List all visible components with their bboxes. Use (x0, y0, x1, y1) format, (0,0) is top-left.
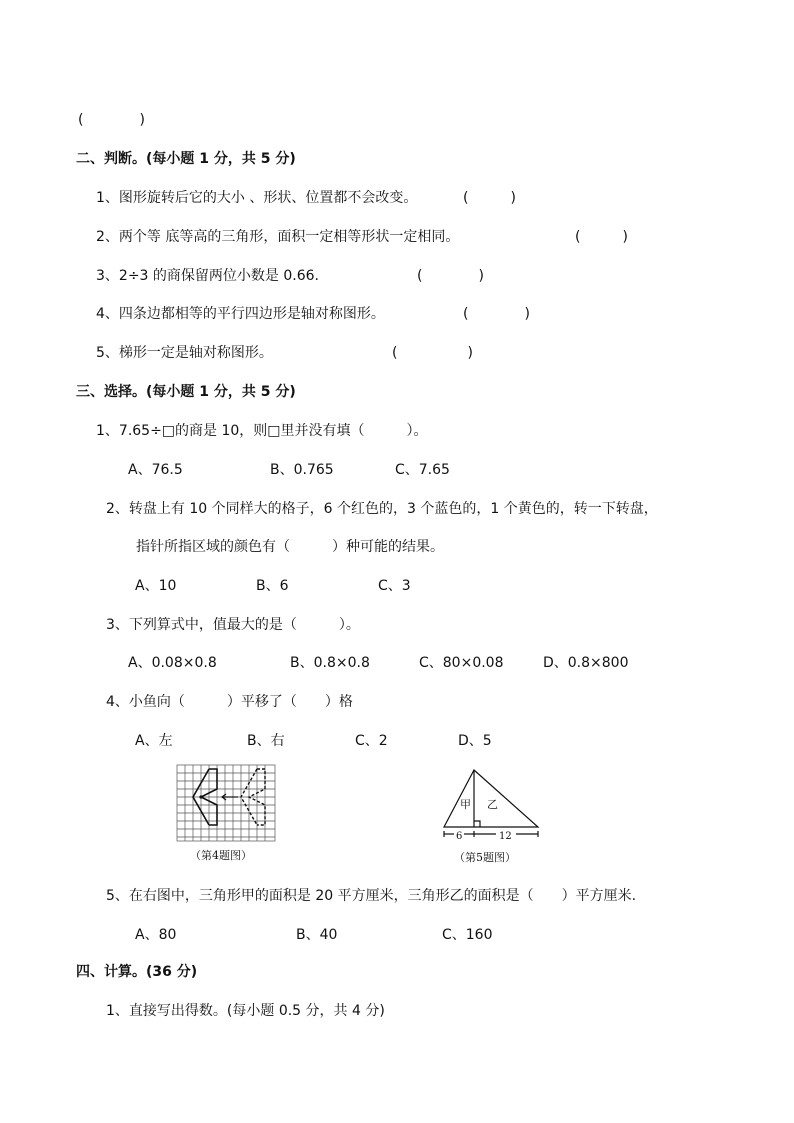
label-yi: 乙 (487, 798, 498, 811)
figure-5-caption: （第5题图） (454, 851, 516, 864)
choice-question-2-line2: 指针所指区域的颜色有（ ）种可能的结果。 (136, 539, 444, 555)
judgment-blank-1: ( ) (463, 190, 516, 206)
arrow-left-icon (222, 794, 238, 800)
choice-q3-option-b: B、0.8×0.8 (290, 655, 370, 671)
section-heading-calculation: 四、计算。(36 分) (76, 964, 198, 980)
choice-question-3: 3、下列算式中，值最大的是（ ）。 (106, 617, 360, 633)
choice-q2-option-c: C、3 (378, 578, 411, 594)
choice-q5-option-c: C、160 (442, 927, 493, 943)
fish-translation-grid-figure (176, 764, 276, 842)
grid-lines (177, 765, 275, 841)
choice-q5-option-b: B、40 (296, 927, 338, 943)
judgment-item-1: 1、图形旋转后它的大小 、形状、位置都不会改变。 (96, 190, 418, 206)
triangle-area-figure (440, 764, 542, 848)
choice-q3-option-c: C、80×0.08 (419, 655, 504, 671)
judgment-blank-2: ( ) (575, 229, 628, 245)
choice-q3-option-a: A、0.08×0.8 (128, 655, 217, 671)
choice-q4-option-c: C、2 (355, 733, 388, 749)
base-label-left: 6 (456, 831, 463, 842)
choice-question-5: 5、在右图中，三角形甲的面积是 20 平方厘米，三角形乙的面积是（ ）平方厘米. (106, 888, 637, 904)
choice-q2-option-b: B、6 (256, 578, 289, 594)
fish-eye (199, 795, 202, 798)
judgment-item-5: 5、梯形一定是轴对称图形。 (96, 345, 273, 361)
judgment-blank-5: ( ) (392, 345, 473, 361)
choice-question-1: 1、7.65÷□的商是 10，则□里并没有填（ ）。 (96, 423, 428, 439)
choice-q3-option-d: D、0.8×800 (543, 655, 629, 671)
choice-q2-option-a: A、10 (135, 578, 177, 594)
judgment-item-3: 3、2÷3 的商保留两位小数是 0.66. (96, 268, 319, 284)
section-heading-judgment: 二、判断。(每小题 1 分，共 5 分) (76, 151, 296, 167)
judgment-blank-4: ( ) (463, 306, 530, 322)
choice-q4-option-d: D、5 (458, 733, 492, 749)
right-angle-mark (474, 821, 480, 827)
choice-q5-option-a: A、80 (135, 927, 177, 943)
choice-question-2-line1: 2、转盘上有 10 个同样大的格子，6 个红色的，3 个蓝色的，1 个黄色的，转一下转盘， (106, 501, 658, 517)
choice-q1-option-c: C、7.65 (395, 462, 450, 478)
choice-q1-option-b: B、0.765 (270, 462, 334, 478)
choice-q4-option-a: A、左 (135, 733, 173, 749)
judgment-blank-3: ( ) (417, 268, 484, 284)
judgment-item-2: 2、两个等 底等高的三角形，面积一定相等形状一定相同。 (96, 229, 460, 245)
choice-q1-option-a: A、76.5 (128, 462, 183, 478)
figure-4-caption: （第4题图） (190, 849, 252, 862)
judgment-item-4: 4、四条边都相等的平行四边形是轴对称图形。 (96, 306, 385, 322)
choice-question-4: 4、小鱼向（ ）平移了（ ）格 (106, 694, 353, 710)
choice-q4-option-b: B、右 (247, 733, 285, 749)
calculation-question-1: 1、直接写出得数。(每小题 0.5 分，共 4 分) (106, 1003, 385, 1019)
answer-blank: ( ) (78, 112, 145, 128)
base-label-right: 12 (499, 831, 512, 842)
label-jia: 甲 (460, 798, 471, 811)
section-heading-choice: 三、选择。(每小题 1 分，共 5 分) (76, 384, 296, 400)
